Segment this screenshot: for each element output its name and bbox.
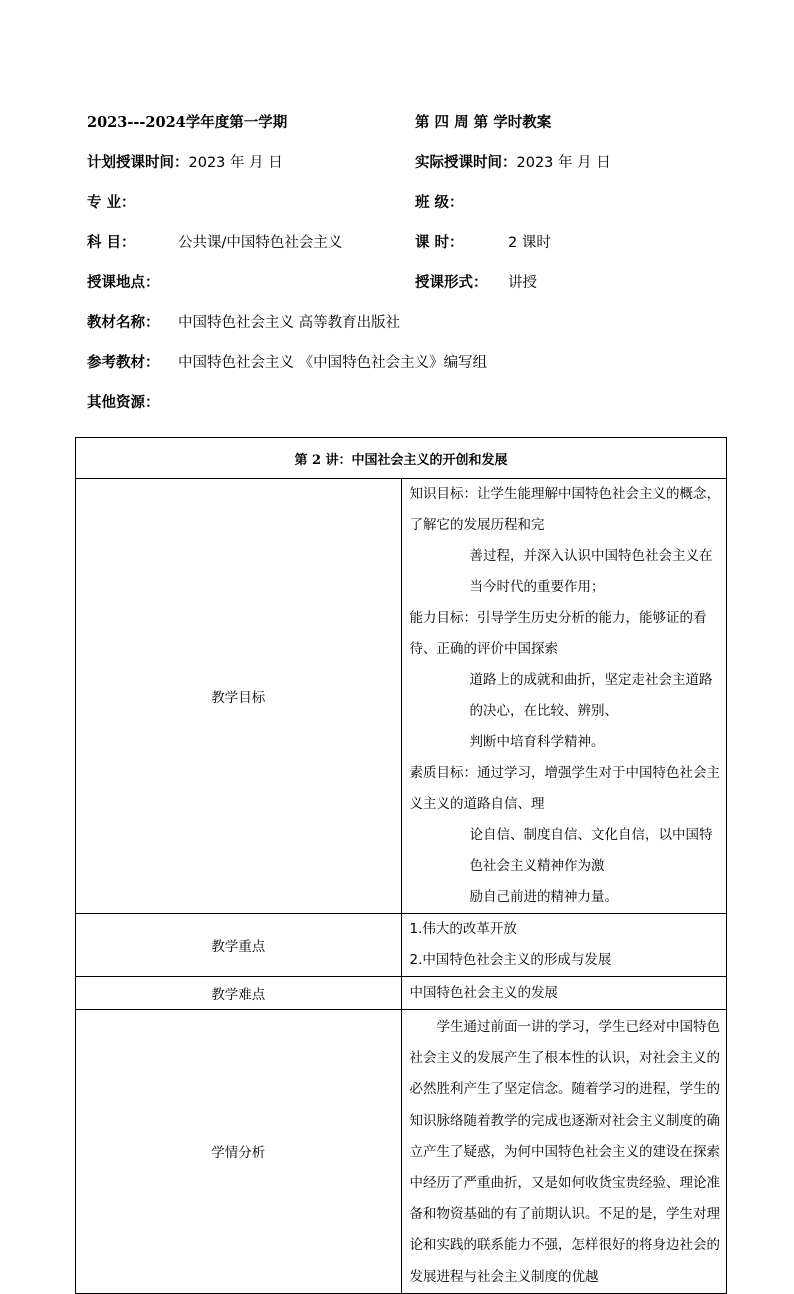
week-title: 第 四 周 第 学时教案 <box>415 114 552 131</box>
key-point-1: 1.伟大的改革开放 <box>409 921 517 937</box>
key-points-row <box>76 914 727 977</box>
difficulty-row <box>76 977 727 1010</box>
analysis-row <box>76 1010 727 1294</box>
difficulty-label: 教学难点 <box>76 977 402 1010</box>
form-value: 讲授 <box>508 275 537 291</box>
key-point-2: 2.中国特色社会主义的形成与发展 <box>409 952 612 968</box>
class-label: 班 级： <box>415 194 464 211</box>
goal-ability-line-1: 能力目标：引导学生历史分析的能力，能够证的看待、正确的评价中国探索 <box>409 610 707 657</box>
analysis-label: 学情分析 <box>76 1010 402 1294</box>
key-points-label: 教学重点 <box>76 914 402 977</box>
goal-knowledge-line-2: 善过程，并深入认识中国特色社会主义在当今时代的重要作用； <box>469 548 713 595</box>
goals-content <box>401 479 727 914</box>
place-label: 授课地点： <box>87 274 160 291</box>
hours-label: 课 时： <box>415 234 464 251</box>
subject-label: 科 目： <box>87 234 136 251</box>
subject-value: 公共课/中国特色社会主义 <box>178 235 343 251</box>
reference-label: 参考教材： <box>87 354 160 371</box>
actual-time-label: 实际授课时间： <box>415 154 517 171</box>
goal-quality-line-1: 素质目标：通过学习，增强学生对于中国特色社会主义主义的道路自信、理 <box>409 765 720 812</box>
table-header-row <box>76 438 727 479</box>
plan-time-value: 2023 年 月 日 <box>188 155 283 171</box>
goal-knowledge-line-1: 知识目标：让学生能理解中国特色社会主义的概念，了解它的发展历程和完 <box>409 486 720 533</box>
actual-time-row <box>415 153 611 173</box>
analysis-paragraph: 学生通过前面一讲的学习，学生已经对中国特色社会主义的发展产生了根本性的认识，对社会主义的必然胜利产生了坚定信念。随着学习的进程，学生的知识脉络随着教学的完成也逐渐对社会主义制度的确立产生了疑惑，为何中国特色社会主义的建设在探索中经历了严重曲折，又是如何收货宝贵经验、理论准备和物资基础的有了前期认识。不足的是，学生对理论和实践的联系能力不强，怎样很好的将身边社会的发展进程与社会主义制度的优越 <box>409 1019 720 1285</box>
major-label: 专 业： <box>87 194 136 211</box>
actual-time-value: 2023 年 月 日 <box>516 155 611 171</box>
key-points-content <box>401 914 727 977</box>
goal-quality-line-2: 论自信、制度自信、文化自信，以中国特色社会主义精神作为激 <box>469 827 713 874</box>
analysis-content <box>401 1010 727 1294</box>
textbook-label: 教材名称： <box>87 314 160 331</box>
goal-ability-line-3: 判断中培育科学精神。 <box>469 734 605 750</box>
goal-quality-line-3: 励自己前进的精神力量。 <box>469 889 618 905</box>
reference-value: 中国特色社会主义 《中国特色社会主义》编写组 <box>178 355 488 371</box>
hours-value: 2 课时 <box>508 235 551 251</box>
textbook-value: 中国特色社会主义 高等教育出版社 <box>178 315 401 331</box>
goal-ability-line-2: 道路上的成就和曲折，坚定走社会主道路的决心，在比较、辨别、 <box>469 672 713 719</box>
form-label: 授课形式： <box>415 274 488 291</box>
lesson-plan-table <box>75 437 727 1294</box>
plan-time-label: 计划授课时间： <box>87 154 189 171</box>
difficulty-value: 中国特色社会主义的发展 <box>401 977 727 1010</box>
other-resources-label: 其他资源： <box>87 394 160 411</box>
goals-label: 教学目标 <box>76 479 402 914</box>
plan-time-row <box>87 153 283 173</box>
lecture-title: 第 2 讲：中国社会主义的开创和发展 <box>76 438 727 479</box>
term-title: 2023---2024学年度第一学期 <box>87 114 288 131</box>
goals-row <box>76 479 727 914</box>
